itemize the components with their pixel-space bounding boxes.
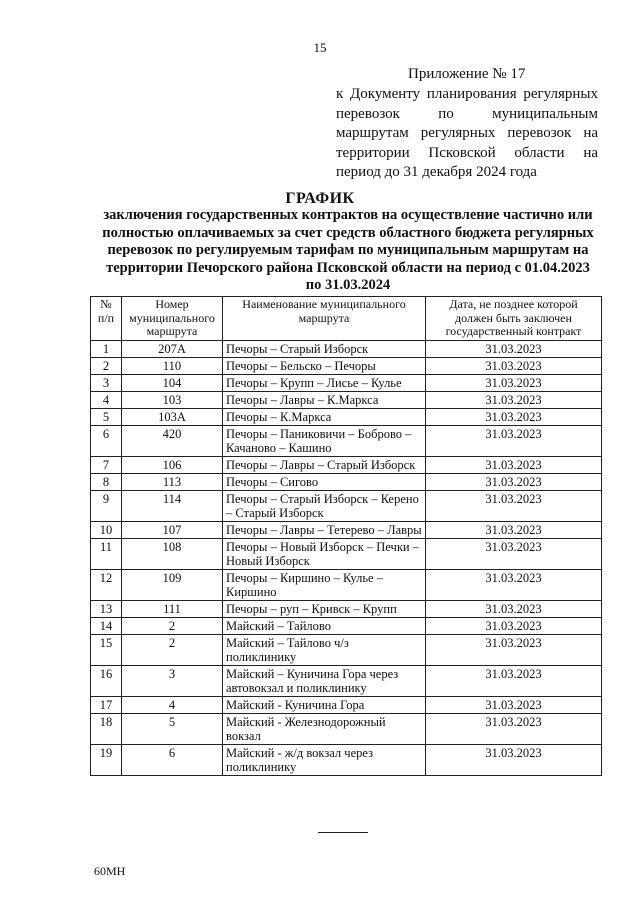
document-title: ГРАФИК [285, 190, 355, 207]
cell-route-number: 113 [122, 473, 223, 490]
table-row [91, 490, 602, 521]
cell-num: 4 [91, 391, 122, 408]
table-row [91, 374, 602, 391]
cell-contract-date: 31.03.2023 [426, 340, 602, 357]
cell-num: 18 [91, 713, 122, 744]
cell-route-number: 207А [122, 340, 223, 357]
table-row [91, 521, 602, 538]
cell-route-name: Печоры – К.Маркса [223, 408, 426, 425]
cell-num: 19 [91, 744, 122, 775]
header-route-number: Номер муниципального маршрута [122, 297, 223, 341]
cell-contract-date: 31.03.2023 [426, 569, 602, 600]
cell-route-name: Печоры – Старый Изборск – Керено – Старый Изборск [223, 490, 426, 521]
table-row [91, 600, 602, 617]
cell-contract-date: 31.03.2023 [426, 408, 602, 425]
cell-route-number: 110 [122, 357, 223, 374]
table-row [91, 340, 602, 357]
cell-contract-date: 31.03.2023 [426, 538, 602, 569]
cell-contract-date: 31.03.2023 [426, 473, 602, 490]
cell-route-number: 4 [122, 696, 223, 713]
cell-route-name: Майский – Тайлово [223, 617, 426, 634]
cell-num: 11 [91, 538, 122, 569]
cell-route-name: Печоры – Старый Изборск [223, 340, 426, 357]
cell-num: 12 [91, 569, 122, 600]
cell-route-name: Печоры – Паниковичи – Боброво – Качаново – Кашино [223, 425, 426, 456]
table-row [91, 696, 602, 713]
cell-route-name: Майский - ж/д вокзал через поликлинику [223, 744, 426, 775]
header-contract-date: Дата, не позднее которой должен быть заключен государственный контракт [426, 297, 602, 341]
cell-route-name: Печоры – Бельско – Печоры [223, 357, 426, 374]
footer-code: 60МН [94, 864, 126, 878]
cell-route-number: 103А [122, 408, 223, 425]
cell-num: 13 [91, 600, 122, 617]
cell-contract-date: 31.03.2023 [426, 600, 602, 617]
cell-num: 1 [91, 340, 122, 357]
table-row [91, 456, 602, 473]
routes-table [90, 296, 602, 776]
cell-route-number: 2 [122, 617, 223, 634]
cell-route-number: 420 [122, 425, 223, 456]
cell-contract-date: 31.03.2023 [426, 374, 602, 391]
cell-num: 9 [91, 490, 122, 521]
cell-route-name: Майский – Куничина Гора через автовокзал и поликлинику [223, 665, 426, 696]
cell-route-name: Майский - Железнодорожный вокзал [223, 713, 426, 744]
cell-route-name: Печоры – Лавры – Тетерево – Лавры [223, 521, 426, 538]
appendix-title: Приложение № 17 [408, 66, 526, 82]
table-row [91, 425, 602, 456]
cell-route-name: Печоры – Крупп – Лисье – Кулье [223, 374, 426, 391]
table-row [91, 713, 602, 744]
cell-route-number: 104 [122, 374, 223, 391]
cell-num: 10 [91, 521, 122, 538]
table-row [91, 473, 602, 490]
cell-route-number: 109 [122, 569, 223, 600]
table-row [91, 408, 602, 425]
cell-contract-date: 31.03.2023 [426, 490, 602, 521]
cell-route-number: 108 [122, 538, 223, 569]
cell-num: 6 [91, 425, 122, 456]
header-num: № п/п [91, 297, 122, 341]
cell-num: 5 [91, 408, 122, 425]
cell-num: 7 [91, 456, 122, 473]
cell-contract-date: 31.03.2023 [426, 357, 602, 374]
cell-contract-date: 31.03.2023 [426, 521, 602, 538]
cell-route-name: Печоры – Сигово [223, 473, 426, 490]
cell-route-number: 3 [122, 665, 223, 696]
table-row [91, 665, 602, 696]
table-row [91, 634, 602, 665]
cell-route-name: Печоры – руп – Кривск – Крупп [223, 600, 426, 617]
table-header-row [91, 297, 602, 341]
cell-route-name: Майский – Тайлово ч/з поликлинику [223, 634, 426, 665]
cell-route-name: Печоры – Новый Изборск – Печки – Новый Изборск [223, 538, 426, 569]
document-subtitle: заключения государственных контрактов на осуществление частично или полностью оплачиваемых за счет средств областного бюджета регулярных перевозок по регулируемым тарифам по муниципальным маршрутам на территории Печорского района Псковской области на период с 01.04.2023 по 31.03.2024 [102, 207, 594, 294]
table-row [91, 538, 602, 569]
cell-contract-date: 31.03.2023 [426, 696, 602, 713]
cell-num: 16 [91, 665, 122, 696]
cell-route-number: 106 [122, 456, 223, 473]
cell-num: 14 [91, 617, 122, 634]
routes-table-body [91, 340, 602, 775]
appendix-reference: к Документу планирования регулярных перевозок по муниципальным маршрутам регулярных перевозок на территории Псковской области на период до 31 декабря 2024 года [336, 86, 598, 180]
cell-route-number: 114 [122, 490, 223, 521]
cell-contract-date: 31.03.2023 [426, 634, 602, 665]
cell-num: 3 [91, 374, 122, 391]
cell-num: 15 [91, 634, 122, 665]
cell-contract-date: 31.03.2023 [426, 617, 602, 634]
cell-contract-date: 31.03.2023 [426, 713, 602, 744]
cell-contract-date: 31.03.2023 [426, 425, 602, 456]
cell-num: 17 [91, 696, 122, 713]
cell-route-number: 111 [122, 600, 223, 617]
cell-route-name: Майский - Куничина Гора [223, 696, 426, 713]
cell-route-number: 5 [122, 713, 223, 744]
cell-route-number: 107 [122, 521, 223, 538]
table-row [91, 617, 602, 634]
cell-route-number: 6 [122, 744, 223, 775]
separator-line [318, 832, 368, 833]
table-row [91, 569, 602, 600]
cell-route-name: Печоры – Лавры – К.Маркса [223, 391, 426, 408]
table-row [91, 744, 602, 775]
table-row [91, 357, 602, 374]
cell-route-name: Печоры – Киршино – Кулье – Киршино [223, 569, 426, 600]
cell-contract-date: 31.03.2023 [426, 744, 602, 775]
table-row [91, 391, 602, 408]
header-route-name: Наименование муниципального маршрута [223, 297, 426, 341]
cell-contract-date: 31.03.2023 [426, 391, 602, 408]
cell-route-number: 2 [122, 634, 223, 665]
cell-num: 8 [91, 473, 122, 490]
cell-contract-date: 31.03.2023 [426, 665, 602, 696]
cell-route-name: Печоры – Лавры – Старый Изборск [223, 456, 426, 473]
page-number: 15 [313, 40, 327, 55]
cell-num: 2 [91, 357, 122, 374]
cell-route-number: 103 [122, 391, 223, 408]
cell-contract-date: 31.03.2023 [426, 456, 602, 473]
